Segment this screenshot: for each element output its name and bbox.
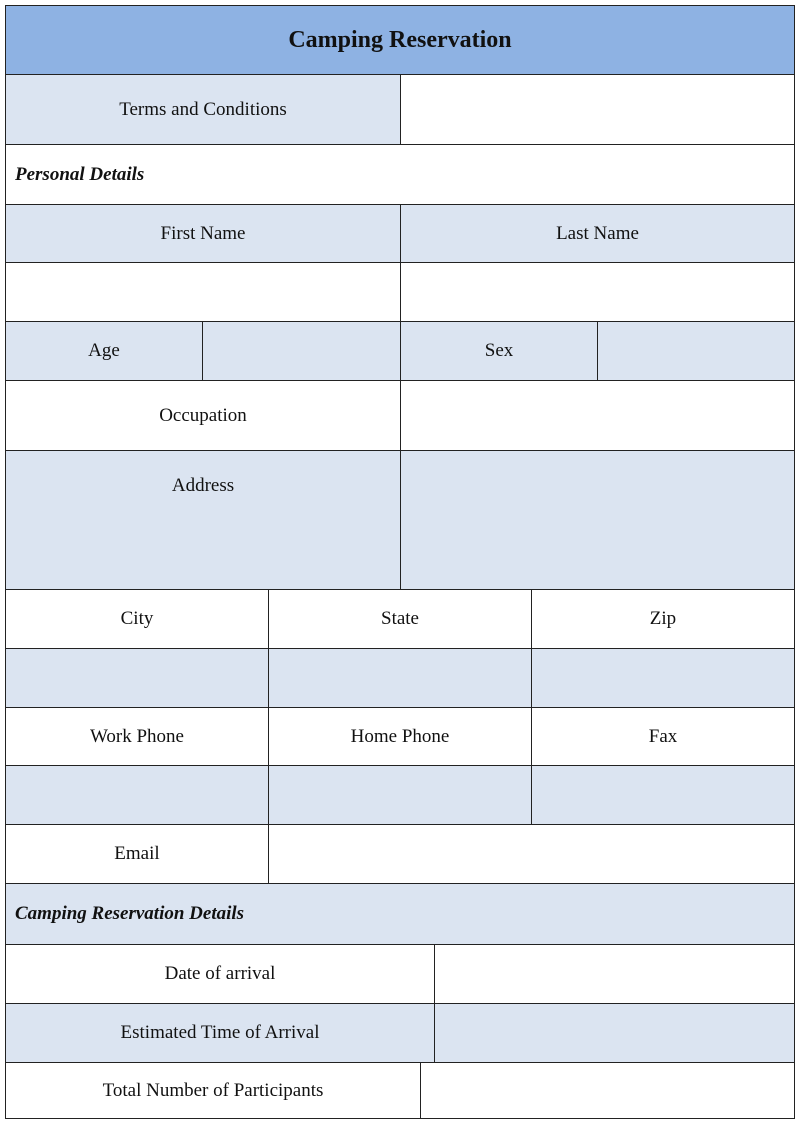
date-of-arrival-label: Date of arrival [5, 944, 435, 1004]
age-label: Age [5, 321, 203, 381]
home-phone-label: Home Phone [268, 707, 532, 766]
zip-label: Zip [531, 589, 795, 649]
work-phone-field[interactable] [5, 765, 269, 825]
fax-label: Fax [531, 707, 795, 766]
occupation-field[interactable] [400, 380, 795, 451]
estimated-time-label: Estimated Time of Arrival [5, 1003, 435, 1063]
email-label: Email [5, 824, 269, 884]
work-phone-label: Work Phone [5, 707, 269, 766]
first-name-label: First Name [5, 204, 401, 263]
address-field[interactable] [400, 450, 795, 590]
fax-field[interactable] [531, 765, 795, 825]
occupation-label: Occupation [5, 380, 401, 451]
estimated-time-field[interactable] [434, 1003, 795, 1063]
participants-label: Total Number of Participants [5, 1062, 421, 1119]
terms-field[interactable] [400, 74, 795, 145]
zip-field[interactable] [531, 648, 795, 708]
participants-field[interactable] [420, 1062, 795, 1119]
state-label: State [268, 589, 532, 649]
personal-details-heading: Personal Details [5, 144, 795, 205]
camping-details-heading: Camping Reservation Details [5, 883, 795, 945]
date-of-arrival-field[interactable] [434, 944, 795, 1004]
email-field[interactable] [268, 824, 795, 884]
city-field[interactable] [5, 648, 269, 708]
home-phone-field[interactable] [268, 765, 532, 825]
age-field[interactable] [202, 321, 401, 381]
address-label: Address [5, 450, 401, 590]
camping-reservation-form [5, 5, 795, 1119]
sex-field[interactable] [597, 321, 795, 381]
last-name-label: Last Name [400, 204, 795, 263]
form-title: Camping Reservation [5, 5, 795, 75]
last-name-field[interactable] [400, 262, 795, 322]
city-label: City [5, 589, 269, 649]
terms-label: Terms and Conditions [5, 74, 401, 145]
sex-label: Sex [400, 321, 598, 381]
first-name-field[interactable] [5, 262, 401, 322]
state-field[interactable] [268, 648, 532, 708]
